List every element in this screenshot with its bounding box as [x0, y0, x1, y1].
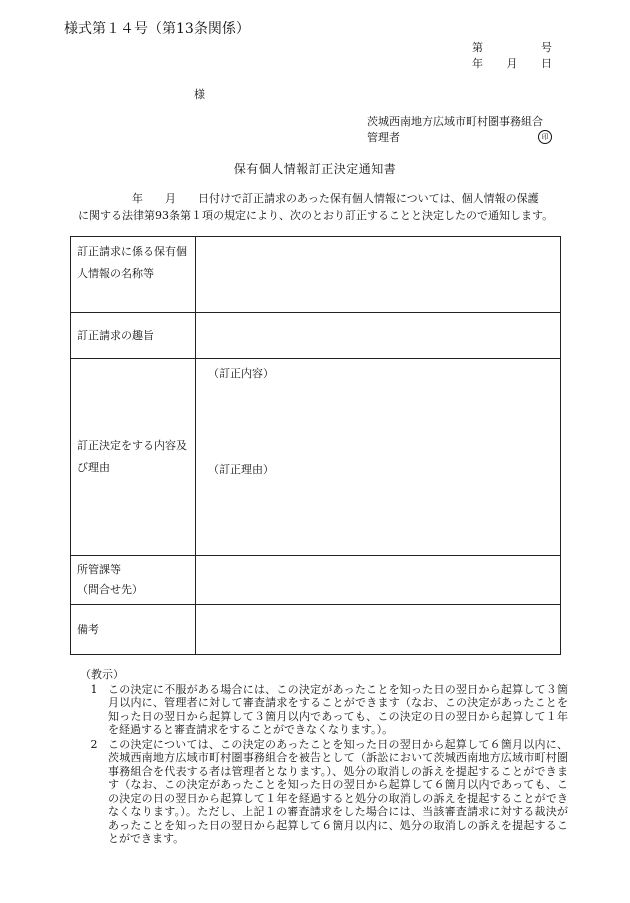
body-line-1 — [78, 190, 564, 207]
body-line-2: に関する法律第93条第１項の規定により、次のとおり訂正することと決定したので通知します。 — [78, 209, 554, 222]
body-line1-tail: 日付けで訂正請求のあった保有個人情報については、個人情報の保護 — [198, 192, 539, 205]
doc-no-label: 第 — [472, 41, 483, 54]
date-day: 日 — [541, 57, 552, 70]
document-number — [472, 40, 552, 56]
label-info-name: 訂正請求に係る保有個人情報の名称等 — [71, 237, 196, 313]
body-text — [78, 190, 564, 224]
value-request-purpose — [196, 313, 561, 359]
correction-decision-table — [70, 236, 561, 655]
label-decision: 訂正決定をする内容及び理由 — [71, 359, 196, 556]
note-text: この決定に不服がある場合には、この決定があったことを知った日の翌日から起算して３箇月以内に、管理者に対して審査請求をすることができます（なお、この決定があったことを知った日の翌日から起算して３箇月以内であっても、この決定の日の翌日から起算して１年を経過すると審査請求をすることができなくなります。）。 — [108, 682, 568, 736]
document-number-date — [472, 40, 552, 72]
issue-date — [472, 56, 552, 72]
table-row-name — [71, 237, 561, 313]
value-remarks — [196, 605, 561, 655]
value-decision — [196, 359, 561, 556]
document-title: 保有個人情報訂正決定通知書 — [233, 162, 397, 176]
notes-heading: （教示） — [80, 668, 124, 681]
issuer-block — [367, 114, 552, 146]
issuer-manager — [367, 130, 552, 146]
note-item — [80, 683, 568, 737]
date-month: 月 — [506, 57, 518, 70]
note-text: この決定については、この決定のあったことを知った日の翌日から起算して６箇月以内に、茨城西南地方広域市町村圏事務組合を被告として（訴訟において茨城西南地方広域市町村圏事務組合を代表する者は管理者となります。）、処分の取消しの訴えを提起することができます（なお、この決定があったことを知った日の翌日から起算して６箇月以内であっても、この決定の日の翌日から起算して１年を経過すると処分の取消しの訴えを提起することができなくなります。）。ただし、上記１の審査請求をした場合には、当該審査請求に対する裁決があったことを知った日の翌日から起算して６箇月以内に、処分の取消しの訴えを提起することができます。 — [108, 737, 568, 845]
manager-label: 管理者 — [367, 131, 400, 144]
body-month: 月 — [165, 192, 176, 205]
value-info-name — [196, 237, 561, 313]
note-number: 1 — [90, 682, 98, 696]
doc-no-suffix: 号 — [541, 41, 552, 54]
label-department — [71, 556, 196, 605]
instruction-notes — [80, 668, 568, 846]
seal-mark: 印 — [538, 130, 552, 144]
table-row-department — [71, 556, 561, 605]
value-department — [196, 556, 561, 605]
note-number: 2 — [90, 737, 98, 751]
content-label: （訂正内容） — [208, 367, 274, 380]
issuer-organization: 茨城西南地方広域市町村圏事務組合 — [367, 115, 543, 128]
addressee: 様 — [194, 88, 205, 101]
table-row-decision — [71, 359, 561, 556]
reason-label: （訂正理由） — [208, 463, 274, 476]
date-year: 年 — [472, 57, 483, 70]
contact-label: （問合せ先） — [77, 583, 143, 596]
form-number: 様式第１４号（第13条関係） — [64, 21, 250, 37]
body-year: 年 — [132, 192, 143, 205]
table-row-remarks — [71, 605, 561, 655]
table-row-purpose — [71, 313, 561, 359]
department-label: 所管課等 — [77, 563, 121, 576]
note-item — [80, 738, 568, 846]
label-request-purpose: 訂正請求の趣旨 — [71, 313, 196, 359]
label-remarks: 備考 — [71, 605, 196, 655]
